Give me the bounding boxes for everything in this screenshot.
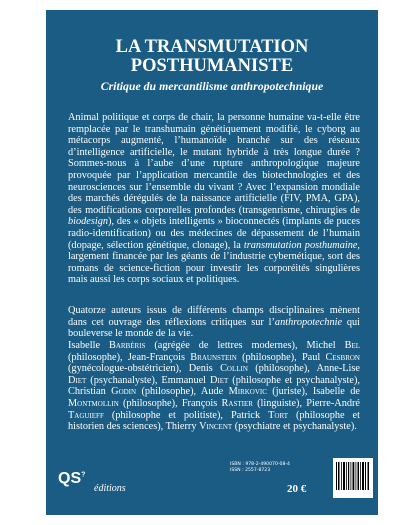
text-run: Godin	[111, 386, 137, 398]
publisher-name: éditions	[94, 483, 126, 494]
text-run: Collin	[220, 363, 248, 375]
text-run: (philosophe), Anne-Lise	[247, 363, 360, 375]
text-run: anthropotechnie	[274, 316, 343, 328]
text-run: (philosophe et politiste), Patrick	[103, 409, 269, 421]
text-run: (psychiatre et psychanalyste).	[232, 421, 357, 433]
text-run: (philosophe), François	[118, 397, 222, 409]
book-title	[46, 38, 378, 76]
title-line-2: POSTHUMANISTE	[130, 56, 294, 76]
text-run: , largement financée par les géants de l’industrie cybernétique, sort des romans de science-fiction pour investir les corporéités singulières mais aussi les corps sociaux et politiques.	[68, 239, 360, 286]
text-run: (juriste), Isabelle de	[266, 386, 360, 398]
text-run: (linguiste), Pierre-André	[252, 397, 360, 409]
barcode	[333, 458, 373, 498]
text-run: (philosophe et psychanalyste), Christian	[68, 374, 360, 398]
text-run: Quatorze auteurs issus de différents champs disciplinaires mènent dans cet ouvrage des réflexions critiques sur l’	[68, 305, 360, 328]
text-run: (philosophe), Aude	[136, 386, 229, 398]
text-run: Braunstein	[190, 351, 237, 363]
text-run: (philosophe et historien des sciences), Thierry	[68, 409, 360, 433]
text-run: (psychanalyste), Emmanuel	[86, 374, 210, 386]
isbn-block	[230, 462, 330, 474]
text-run: Montmollin	[68, 397, 119, 409]
text-run: Cesbron	[325, 351, 360, 363]
authors-list	[68, 340, 360, 433]
text-run: biodesign	[68, 216, 109, 228]
text-run: Tort	[268, 409, 288, 421]
text-run: Diet	[68, 374, 87, 386]
book-subtitle: Critique du mercantilisme anthropotechnique	[100, 79, 324, 93]
text-run: (philosophe), Paul	[236, 351, 326, 363]
isbn-line: ISBN : 978-2-490070-08-4	[230, 462, 290, 467]
text-run: Taguieff	[68, 409, 104, 421]
issn-line: ISSN : 2557-8723	[230, 468, 271, 473]
price: 20 €	[287, 483, 307, 495]
barcode-icon	[333, 458, 373, 498]
text-run: Diet	[209, 374, 229, 386]
text-run: ), des « objets intelligents » bioconnectés (implants de puces radio-identification) ou des médecines de dépassement de l’humain (dopage, sélection génétique, clonage), la	[68, 216, 360, 251]
text-run: Vincent	[199, 421, 233, 433]
text-run: Barbéris	[108, 340, 146, 351]
back-cover	[46, 10, 378, 515]
logo-text: QS	[58, 470, 82, 487]
text-run: Mirkovic	[228, 386, 267, 398]
publisher-logo	[58, 470, 85, 488]
text-run: Rastier	[221, 397, 253, 409]
text-run: (gynécologue-obstétricien), Denis	[68, 363, 221, 375]
logo-mark: ?	[81, 471, 86, 479]
text-run: qui bouleverse le monde de la vie.	[68, 316, 360, 340]
title-line-1: LA TRANSMUTATION	[115, 37, 309, 57]
blurb-paragraph-1	[68, 112, 360, 286]
text-run: Bel	[344, 340, 360, 351]
text-run: (philosophe), Jean-François	[68, 351, 191, 363]
blurb-paragraph-2	[68, 305, 360, 340]
text-run: transmutation posthumaine	[243, 239, 358, 251]
text-run: Animal politique et corps de chair, la personne humaine va-t-elle être remplacée par le transhumain génétiquement modifié, le cyborg au métacorps augmenté, l’humanoïde branché sur des réseaux d’intelligence artificielle, le mutant hybride à très longue durée ? Sommes-nous à l’aube d’une rupture anthropologique majeure provoquée par l’application mercantile des biotechnologies et des neurosciences sur l’ensemble du vivant ? Avec l’expansion mondiale des marchés dérégulés de la naissance artificielle (FIV, PMA, GPA), des modifications corporelles profondes (transgenrisme, chirurgies de	[68, 112, 360, 216]
text-run: (agrégée de lettres modernes), Michel	[145, 340, 345, 351]
text-run: Isabelle	[68, 340, 109, 351]
